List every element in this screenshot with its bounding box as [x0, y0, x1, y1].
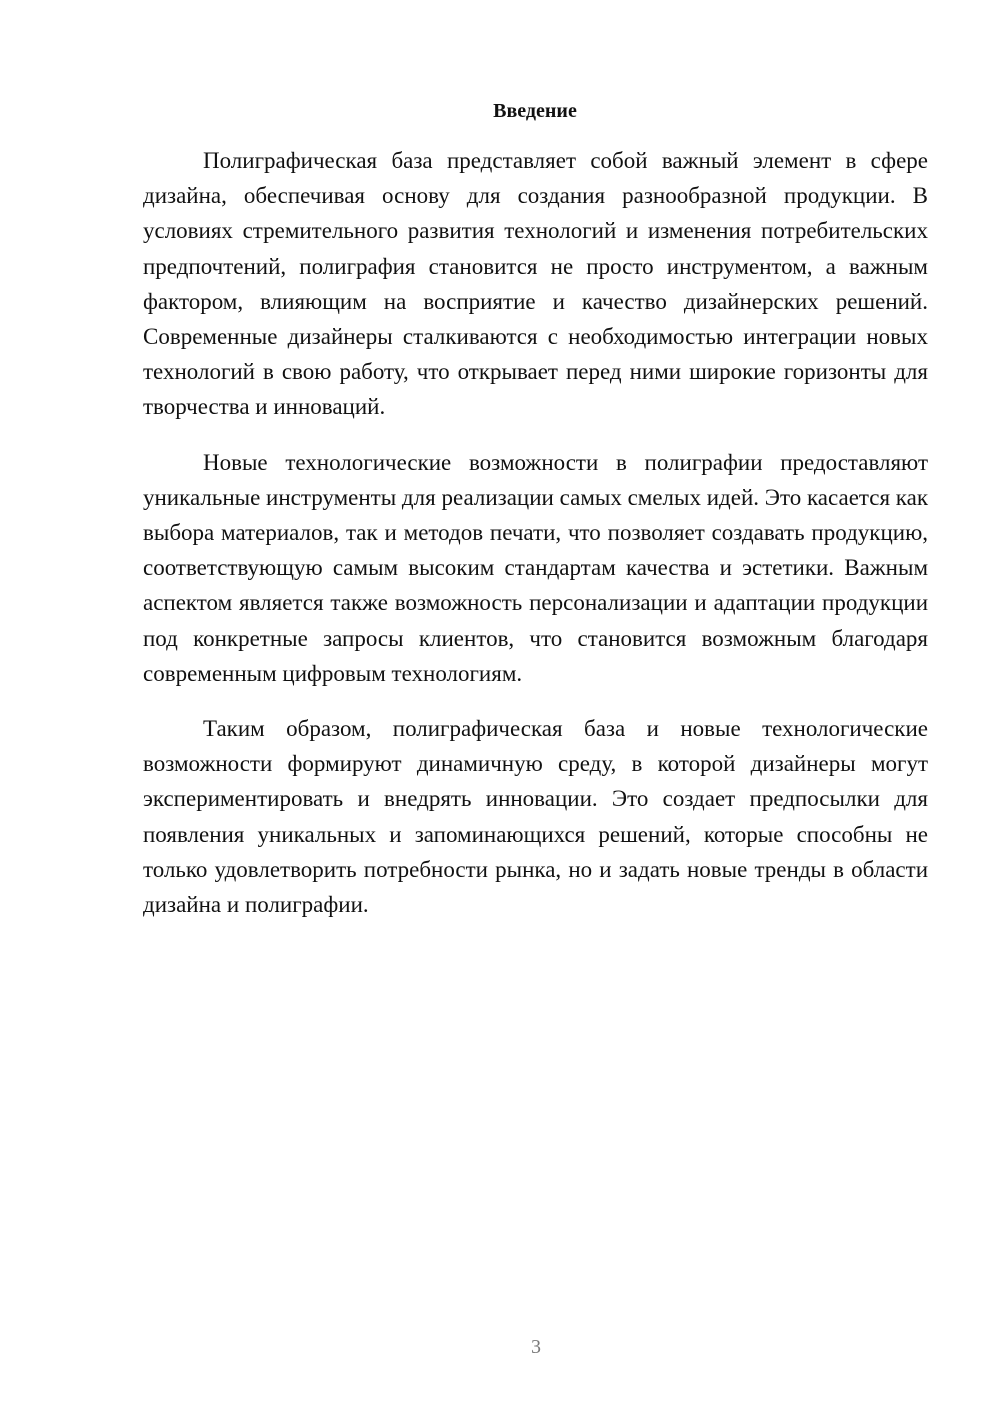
paragraph-1: Полиграфическая база представляет собой важный элемент в сфере дизайна, обеспечивая основу для создания разнообразной продукции. В условиях стремительного развития технологий и изменения потребительских предпочтений, полиграфия становится не просто инструментом, а важным фактором, влияющим на восприятие и качество дизайнерских решений. Современные дизайнеры сталкиваются с необходимостью интеграции новых технологий в свою работу, что открывает перед ними широкие горизонты для творчества и инноваций.	[143, 148, 928, 420]
page-title: Введение	[493, 100, 577, 122]
paragraph-2: Новые технологические возможности в полиграфии предоставляют уникальные инструменты для реализации самых смелых идей. Это касается как выбора материалов, так и методов печати, что позволяет создавать продукцию, соответствующую самым высоким стандартам качества и эстетики. Важным аспектом является также возможность персонализации и адаптации продукции под конкретные запросы клиентов, что становится возможным благодаря современным цифровым технологиям.	[143, 449, 928, 686]
paragraph-3: Таким образом, полиграфическая база и новые технологические возможности формируют динамичную среду, в которой дизайнеры могут экспериментировать и внедрять инновации. Это создает предпосылки для появления уникальных и запоминающихся решений, которые способны не только удовлетворить потребности рынка, но и задать новые тренды в области дизайна и полиграфии.	[143, 716, 928, 918]
page-number: 3	[531, 1336, 541, 1358]
document-body	[143, 143, 928, 942]
